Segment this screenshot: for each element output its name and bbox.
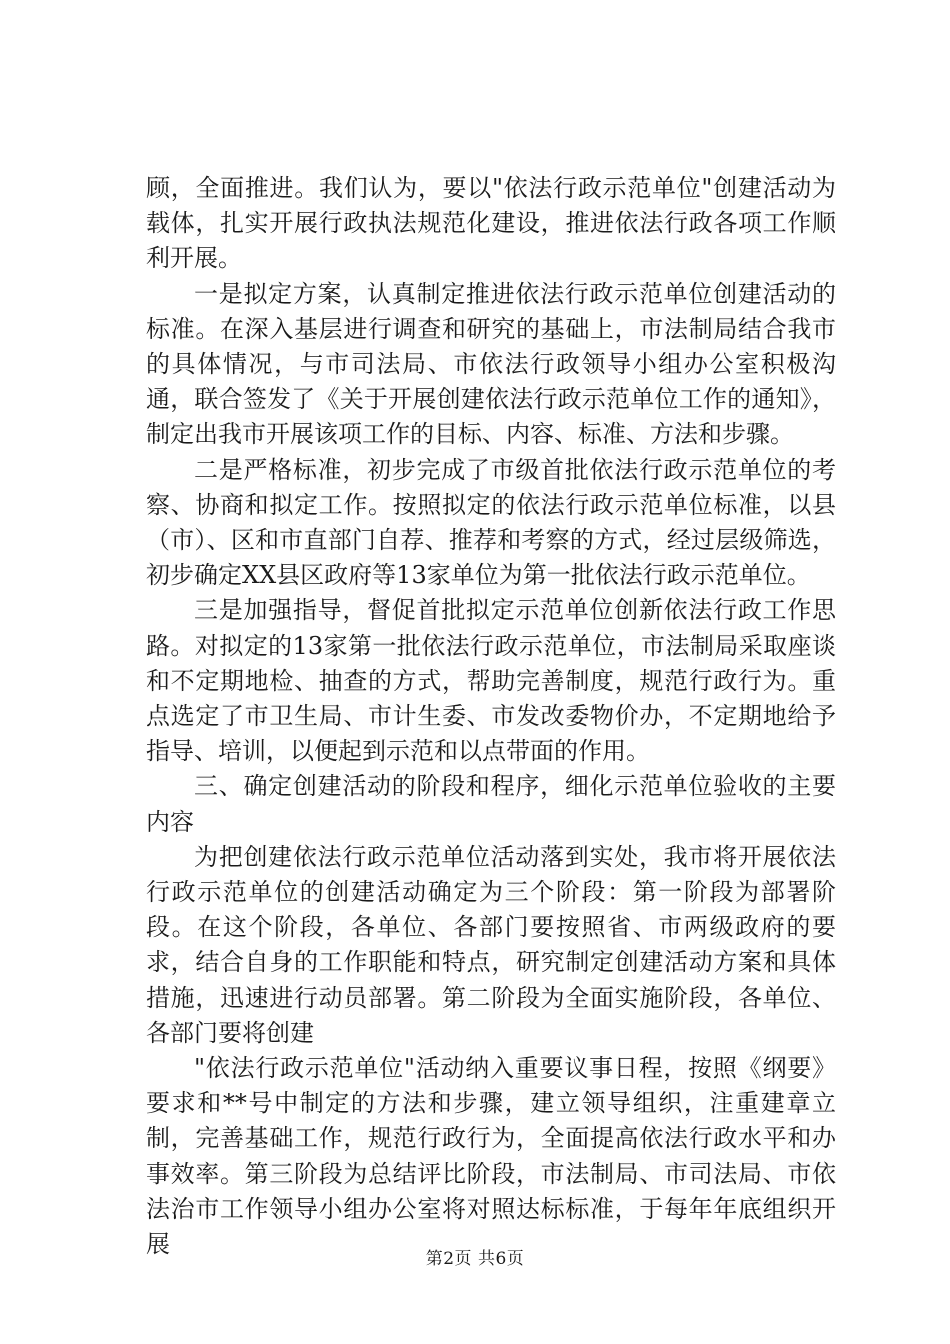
paragraph-5: 为把创建依法行政示范单位活动落到实处，我市将开展依法行政示范单位的创建活动确定为三个阶段：第一阶段为部署阶段。在这个阶段，各单位、各部门要按照省、市两级政府的要求，结合自身的工作职能和特点，研究制定创建活动方案和具体措施，迅速进行动员部署。第二阶段为全面实施阶段，各单位、各部门要将创建	[146, 842, 836, 1047]
paragraph-1: 顾，全面推进。我们认为，要以"依法行政示范单位"创建活动为载体，扎实开展行政执法规范化建设，推进依法行政各项工作顺利开展。	[146, 174, 836, 273]
document-body	[146, 171, 836, 1262]
paragraph-2: 一是拟定方案，认真制定推进依法行政示范单位创建活动的标准。在深入基层进行调查和研究的基础上，市法制局结合我市的具体情况，与市司法局、市依法行政领导小组办公室积极沟通，联合签发了《关于开展创建依法行政示范单位工作的通知》，制定出我市开展该项工作的目标、内容、标准、方法和步骤。	[146, 279, 836, 449]
paragraph-4: 三是加强指导，督促首批拟定示范单位创新依法行政工作思路。对拟定的13家第一批依法行政示范单位，市法制局采取座谈和不定期地检、抽查的方式，帮助完善制度，规范行政行为。重点选定了市卫生局、市计生委、市发改委物价办，不定期地给予指导、培训，以便起到示范和以点带面的作用。	[146, 596, 836, 766]
paragraph-3: 二是严格标准，初步完成了市级首批依法行政示范单位的考察、协商和拟定工作。按照拟定的依法行政示范单位标准，以县（市）、区和市直部门自荐、推荐和考察的方式，经过层级筛选，初步确定XX县区政府等13家单位为第一批依法行政示范单位。	[146, 455, 836, 590]
section-heading-3: 三、确定创建活动的阶段和程序，细化示范单位验收的主要内容	[146, 772, 836, 836]
paragraph-6: "依法行政示范单位"活动纳入重要议事日程，按照《纲要》要求和**号中制定的方法和步骤，建立领导组织，注重建章立制，完善基础工作，规范行政行为，全面提高依法行政水平和办事效率。第三阶段为总结评比阶段，市法制局、市司法局、市依法治市工作领导小组办公室将对照达标标准，于每年年底组织开展	[146, 1054, 836, 1259]
page-number-footer: 第2页 共6页	[425, 1249, 525, 1269]
